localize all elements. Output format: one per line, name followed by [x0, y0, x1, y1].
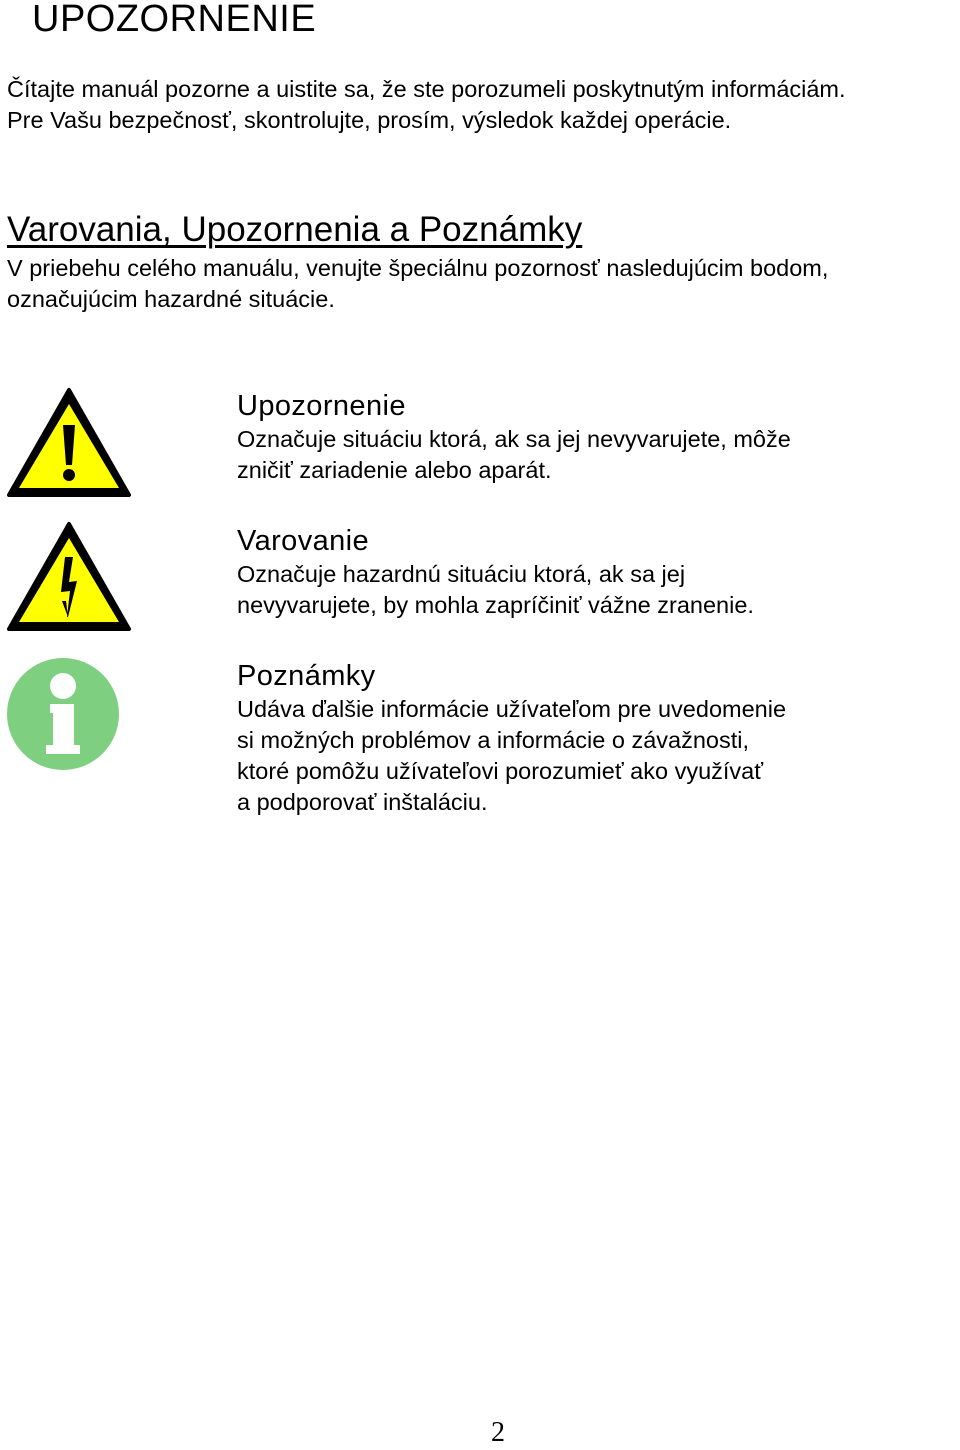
caution-description-line: Označuje situáciu ktorá, ak sa jej nevyvarujete, môže: [237, 426, 791, 452]
caution-item: [237, 389, 937, 486]
warning-description-line: nevyvarujete, by mohla zapríčiniť vážne zranenie.: [237, 592, 754, 618]
intro-paragraph: [7, 74, 846, 136]
caution-triangle-icon: [6, 387, 132, 499]
caution-description-line: zničiť zariadenie alebo aparát.: [237, 457, 552, 483]
warning-description: [237, 559, 937, 621]
note-title: Poznámky: [237, 660, 376, 692]
note-description: [237, 694, 937, 818]
caution-title: Upozornenie: [237, 390, 406, 422]
info-icon: [6, 657, 120, 771]
note-item: [237, 659, 937, 818]
electric-hazard-icon: [6, 521, 132, 633]
note-description-line: ktoré pomôžu užívateľovi porozumieť ako využívať: [237, 758, 764, 784]
warning-title: Varovanie: [237, 525, 370, 557]
section-description-line: označujúcim hazardné situácie.: [7, 286, 335, 312]
warning-item: [237, 524, 937, 621]
note-description-line: Udáva ďalšie informácie užívateľom pre uvedomenie: [237, 696, 787, 722]
section-description: [7, 253, 828, 315]
section-description-line: V priebehu celého manuálu, venujte špeciálnu pozornosť nasledujúcim bodom,: [7, 255, 829, 281]
note-description-line: a podporovať inštaláciu.: [237, 789, 488, 815]
page-number: 2: [491, 1417, 505, 1448]
warning-description-line: Označuje hazardnú situáciu ktorá, ak sa jej: [237, 561, 686, 587]
page-title: UPOZORNENIE: [32, 0, 317, 40]
intro-line: Čítajte manuál pozorne a uistite sa, že ste porozumeli poskytnutým informáciám.: [7, 76, 846, 102]
section-title: Varovania, Upozornenia a Poznámky: [7, 210, 583, 249]
caution-description: [237, 424, 937, 486]
note-description-line: si možných problémov a informácie o závažnosti,: [237, 727, 749, 753]
intro-line: Pre Vašu bezpečnosť, skontrolujte, prosím, výsledok každej operácie.: [7, 107, 732, 133]
